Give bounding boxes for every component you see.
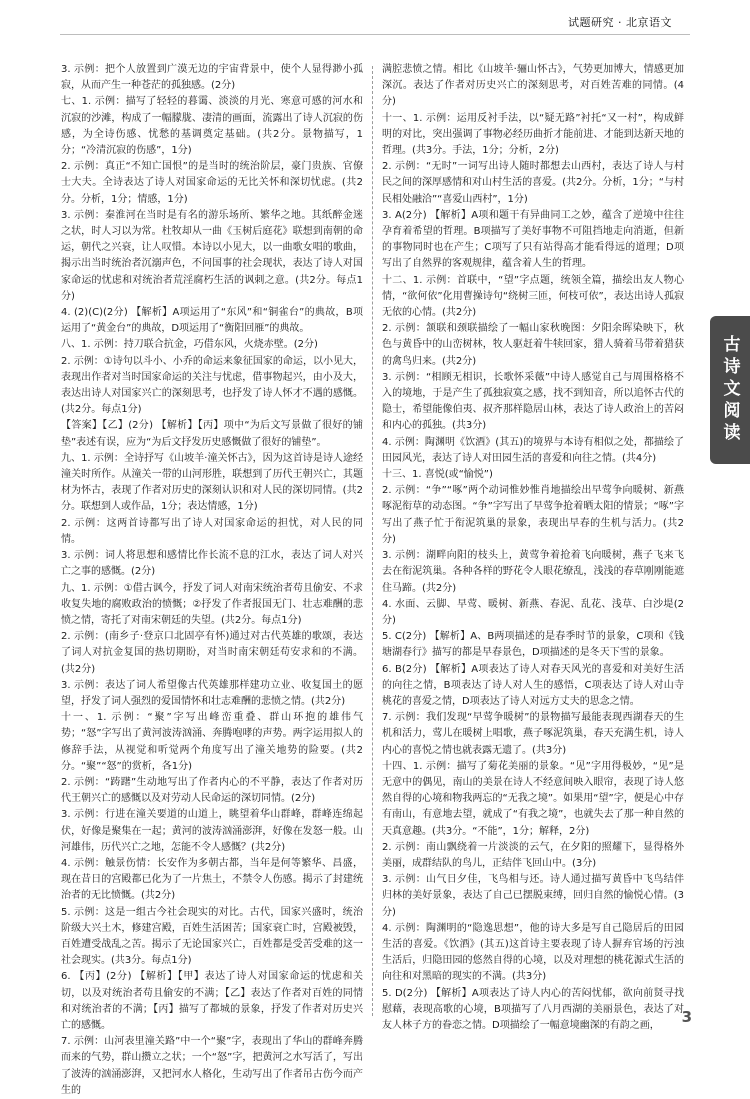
- answer-paragraph: 3. 示例：“相顾无相识，长歌怀采薇”中诗人感觉自己与周围格格不入的境地，于是产生了孤独寂寞之感，找不到知音，所以追怀古代的隐士，希望能像伯夷、叔齐那样隐居山林，表达了诗人政治上的苦闷和内心的孤独。(共3分): [382, 371, 684, 432]
- answer-paragraph: 2. 示例：“争”“啄”两个动词惟妙惟肖地描绘出早莺争向暖树、新燕啄泥衔草的动态图。“争”字写出了早莺争抢着晒太阳的情景；“啄”字写出了燕子忙于衔泥筑巢的景象，表现出早春的生机与活力。(共2分): [382, 485, 684, 545]
- answer-paragraph: 2. 示例：“无时”一词写出诗人随时都想去山西村，表达了诗人与村民之间的深厚感情和对山村生活的喜爱。(共2分。分析，1分；“与村民相处融洽”“喜爱山西村”，1分): [382, 161, 684, 205]
- answer-paragraph: 5. 示例：这是一组古今社会现实的对比。古代，国家兴盛时，统治阶级大兴土木，修建宫殿，百姓生活困苦；国家衰亡时，宫殿被毁，百姓遭受战乱之苦。揭示了无论国家兴亡，百姓都是受苦受难的这一社会现实。(共3分。每点1分): [61, 906, 363, 967]
- answer-paragraph: 2. 示例：颔联和颈联描绘了一幅山家秋晚图：夕阳余晖染映下，秋色与黄昏中的山峦树林，牧人驱赶着牛犊回家，猎人骑着马带着猎获的禽鸟归来。(共2分): [382, 323, 684, 367]
- answer-paragraph: 【答案】【乙】(2分) 【解析】【丙】项中“为后文写景做了很好的铺垫”表述有误，应为“为后文抒发历史感慨做了很好的铺垫”。: [61, 420, 363, 448]
- answer-paragraph: 4. 水面、云脚、早莺、暖树、新燕、春泥、乱花、浅草、白沙堤(2分): [382, 598, 684, 626]
- page-number: 3: [681, 1008, 692, 1026]
- answer-paragraph: 5. D(2分) 【解析】A项表达了诗人内心的苦闷忧郁，欲向前贤寻找慰藉，表现高歌的心境，B项描写了八月西湖的美丽景色，表达了对友人林子方的眷恋之情。D项描绘了一幅意境幽深的有韵之画，: [382, 987, 684, 1031]
- answer-paragraph: 5. C(2分) 【解析】A、B两项描述的是春季时节的景象，C项和《钱塘湖春行》描写的都是早春景色，D项描述的是冬天下雪的景象。: [382, 631, 684, 659]
- answer-paragraph: 3. 示例：表达了词人希望像古代英雄那样建功立业、收复国土的愿望，抒发了词人强烈的爱国情怀和壮志难酬的悲愤之情。(共2分): [61, 679, 363, 707]
- header-divider: [60, 34, 690, 35]
- answer-paragraph: 八、1. 示例：持刀联合抗金，巧借东风，火烧赤壁。(2分): [61, 339, 318, 351]
- answer-paragraph: 2. 示例：“踌躇”生动地写出了作者内心的不平静，表达了作者对历代王朝兴亡的感慨以及对劳动人民命运的深切同情。(2分): [61, 776, 363, 805]
- answer-paragraph: 4. 示例：触景伤情：长安作为多朝古都，当年是何等繁华、昌盛，现在昔日的宫殿都已化为了一片焦土，不禁令人伤感。揭示了封建统治者的无比愤慨。(共2分): [61, 857, 363, 902]
- answer-paragraph: 十二、1. 示例：首联中，“望”字点题，统领全篇，描绘出友人物心情，“欲何依”化用曹操诗句“绕树三匝，何枝可依”，表达出诗人孤寂无依的心情。(共2分): [382, 274, 684, 319]
- answer-paragraph: 2. 示例：这两首诗都写出了诗人对国家命运的担忧，对人民的同情。: [61, 517, 363, 545]
- answer-paragraph: 十三、1. 喜悦(或“愉悦”): [382, 469, 493, 481]
- answer-paragraph: 九、1. 示例：①借古讽今，抒发了词人对南宋统治者苟且偷安、不求收复失地的腐败政治的愤慨；②抒发了作者报国无门、壮志难酬的悲愤之情，寄托了对南宋朝廷的失望。(共2分。每点1分): [61, 582, 363, 626]
- section-tab: 古诗文阅读: [710, 316, 750, 464]
- answer-paragraph: 3. 示例：湖畔向阳的枝头上，黄莺争着抢着飞向暖树，燕子飞来飞去在衔泥筑巢。各种各样的野花令人眼花缭乱，浅浅的春草刚刚能遮住马蹄。(共2分): [382, 550, 684, 594]
- answer-paragraph: 7. 示例：山河表里潼关路”中一个“聚”字，表现出了华山的群峰奔腾而来的气势，群山攒立之状；一个“怒”字，把黄河之水写活了，写出了波涛的汹涌澎湃，又把河水人格化，生动写出了作者吊古伤今而产生的: [61, 1036, 363, 1096]
- answer-paragraph: 4. (2)(C)(2分) 【解析】A项运用了“东风”和“铜雀台”的典故，B项运用了“黄金台”的典故，D项运用了“衡阳回雁”的典故。: [61, 307, 363, 335]
- answer-paragraph: 十一、1. 示例：运用反衬手法，以“疑无路”衬托“又一村”，构成鲜明的对比，突出强调了事物必经历曲折才能前进、才能到达新天地的哲理。(共3分。手法，1分；分析，2分): [382, 112, 684, 157]
- column-divider: [372, 66, 373, 1016]
- answer-paragraph: 3. 示例：把个人放置到广漠无边的宇宙背景中，使个人显得渺小孤寂，从而产生一种苍茫的孤独感。(2分): [61, 64, 363, 92]
- answer-paragraph: 6. B(2分) 【解析】A项表达了诗人对春天风光的喜爱和对美好生活的向往之情，B项表达了诗人对人生的感悟，C项表达了诗人对山寺桃花的喜爱之情，D项表达了诗人对远方丈夫的思念之情。: [382, 663, 684, 707]
- answer-paragraph: 2. 示例：(南乡子·登京口北固亭有怀)通过对古代英雄的歌颂，表达了词人对抗金复国的热切期盼，对当时南宋朝廷苟安求和的不满。(共2分): [61, 631, 363, 675]
- answer-paragraph: 2. 示例：①诗句以斗小、小乔的命运来象征国家的命运，以小见大，表现出作者对当时国家命运的关注与忧虑，借事物起兴，由小及大，表达出诗人对国家兴亡的深刻思考，也抒发了诗人怀才不遇的感慨。(共2分。每点1分): [61, 355, 363, 416]
- answer-paragraph: 2. 示例：南山飘绕着一片淡淡的云气，在夕阳的照耀下，显得格外美丽，成群结队的鸟儿，正结伴飞回山中。(3分): [382, 841, 684, 869]
- answer-paragraph: 3. A(2分) 【解析】A项和题干有异曲同工之妙，蕴含了逆境中往往孕育着希望的哲理。B项描写了美好事物不可阻挡地走向消逝，但新的事物同时也在产生；C项写了只有站得高才能看得远的道理；D项写出了自然界的客观规律，蕴含着人生的哲理。: [382, 209, 684, 270]
- answer-paragraph: 4. 示例：陶渊明《饮酒》(其五)的境界与本诗有相似之处，都描绘了田园风光，表达了诗人对田园生活的喜爱和向往之情。(共4分): [382, 436, 684, 464]
- answer-paragraph: 3. 示例：秦淮河在当时是有名的游乐场所、繁华之地。其纸醉金迷之状，时人习以为常。杜牧却从一曲《玉树后庭花》联想到南朝的命运，朝代之兴衰，让人叹惜。本诗以小见大，以一曲歌女唱的歌曲，揭示出当时统治者沉溺声色，不问国事的社会现状，表达了诗人对国家命运的忧虑和对统治者荒淫腐朽生活的讽刺之意。(共2分。每点1分): [61, 209, 363, 302]
- answer-paragraph: 九、1. 示例：全诗抒写《山坡羊·潼关怀古》，因为这首诗是诗人途经潼关时所作。从潼关一带的山河形胜，联想到了历代王朝兴亡，其题材为怀古，表现了作者对历史的深刻认识和对人民的深切同情。(共2分。联想到人或作品，1分；表达情感，1分): [61, 452, 363, 513]
- answer-paragraph: 十一、1. 示例：“聚”字写出峰峦重叠、群山环抱的雄伟气势；“怒”字写出了黄河波涛汹涌、奔腾咆哮的声势。两字运用拟人的修辞手法，从视觉和听觉两个角度写出了潼关地势的险要。(共2分。“聚”“怒”的赏析，各1分): [61, 712, 363, 772]
- answer-paragraph: 3. 示例：行进在潼关要道的山道上，眺望着华山群峰，群峰连绵起伏，好像是聚集在一起；黄河的波涛汹涌澎湃，好像在发怒一般。山河雄伟，历代兴亡之地，怎能不令人感慨？(共2分): [61, 809, 363, 853]
- answer-paragraph: 十四、1. 示例：描写了菊花美丽的景象。“见”字用得极妙，“见”是无意中的偶见，南山的美景在诗人不经意间映入眼帘，表现了诗人悠然自得的心境和物我两忘的“无我之境”。如果用“望”字，便是心中存有南山，有意地去望，就成了“有我之境”，也就失去了那一种自然的天真意趣。(共3分。“不能”，1分；解释，2分): [382, 760, 684, 837]
- page-header: 试题研究 · 北京语文: [568, 16, 672, 29]
- answer-paragraph: 七、1. 示例：描写了轻轻的暮霭、淡淡的月光、寒意可感的河水和沉寂的沙滩，构成了一幅朦胧、凄清的画面，流露出了诗人沉寂的伤感，为全诗伤感、忧愁的基调奠定基础。(共2分。景物描写，1分；“冷清沉寂的伤感”，1分): [61, 96, 363, 157]
- answer-paragraph: 满腔悲愤之情。相比《山坡羊·骊山怀古》，气势更加博大，情感更加深沉。表达了作者对历史兴亡的深刻思考，对百姓苦难的同情。(4分): [382, 64, 684, 108]
- answer-paragraph: 3. 示例：山气日夕佳，飞鸟相与还。诗人通过描写黄昏中飞鸟结伴归林的美好景象，表达了自己已摆脱束缚，回归自然的愉悦心情。(3分): [382, 874, 684, 918]
- answer-paragraph: 7. 示例：我们发现“早莺争暖树”的景物描写最能表现西湖春天的生机和活力，莺儿在暖树上唱歌，燕子啄泥筑巢，春天充满生机，诗人内心的喜悦之情也就表露无遗了。(共3分): [382, 712, 684, 756]
- answer-paragraph: 3. 示例：词人将思想和感情比作长流不息的江水，表达了词人对兴亡之事的感慨。(2分): [61, 550, 363, 578]
- answer-paragraph: 4. 示例：陶渊明的“隐逸思想”，他的诗大多是写自己隐居后的田园生活的喜爱。《饮酒》(其五)这首诗主要表现了诗人摒弃官场的污浊生活后，归隐田园的悠然自得的心境，以及对理想的桃花源式生活的向往和对黑暗的现实的不满。(共3分): [382, 922, 684, 983]
- answer-paragraph: 6. 【丙】(2分) 【解析】【甲】表达了诗人对国家命运的忧虑和关切，以及对统治者苟且偷安的不满；【乙】表达了作者对百姓的同情和对统治者的不满；【丙】描写了都城的景象，抒发了作者对历史兴亡的感慨。: [61, 971, 363, 1031]
- answer-paragraph: 2. 示例：真正“不知亡国恨”的是当时的统治阶层，豪门贵族、官僚士大夫。全诗表达了诗人对国家命运的无比关怀和深切忧虑。(共2分。分析，1分；情感，1分): [61, 161, 363, 205]
- right-column: [382, 62, 684, 1031]
- left-column: [61, 62, 363, 1096]
